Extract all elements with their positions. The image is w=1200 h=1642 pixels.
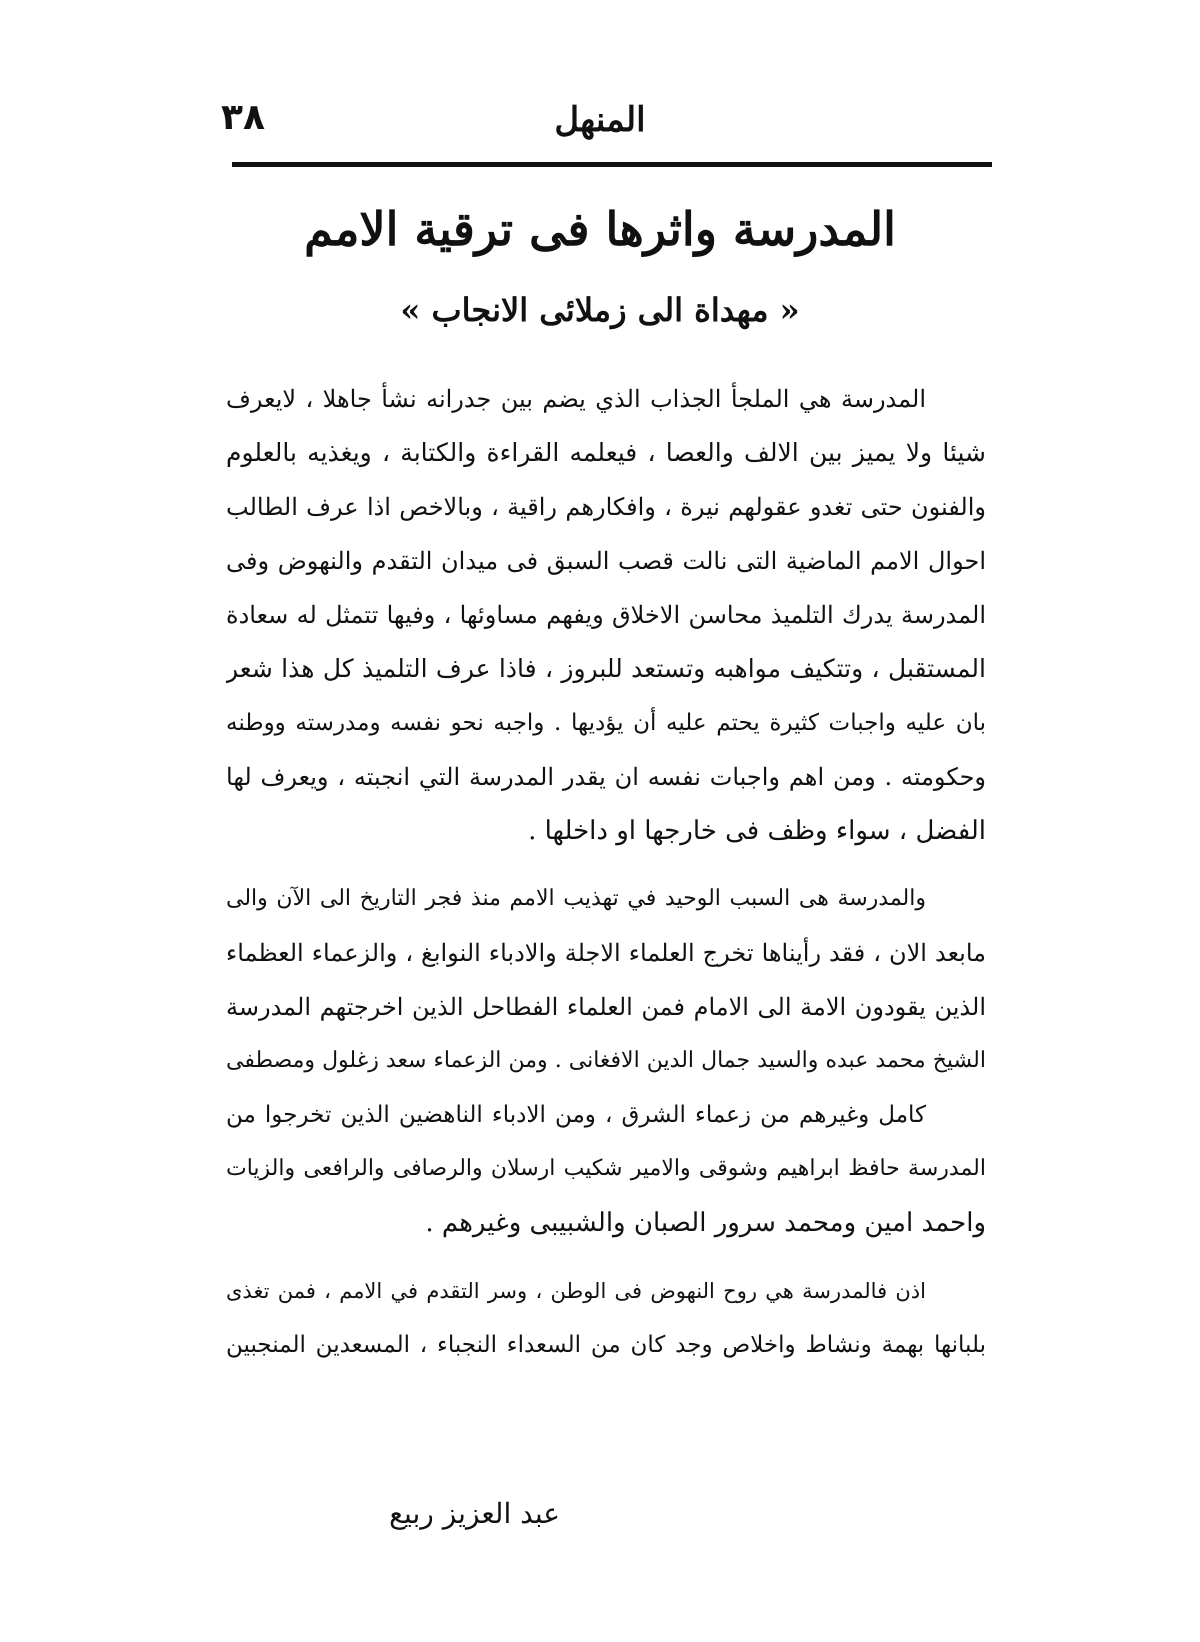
- text-line: مابعد الان ، فقد رأيناها تخرج العلماء الاجلة والادباء النوابغ ، والزعماء العظماء: [226, 939, 986, 967]
- text-line: المدرسة يدرك التلميذ محاسن الاخلاق ويفهم مساوئها ، وفيها تتمثل له سعادة: [226, 601, 986, 629]
- text-line: بلبانها بهمة ونشاط واخلاص وجد كان من السعداء النجباء ، المسعدين المنجبين: [226, 1332, 986, 1358]
- text-line: والمدرسة هى السبب الوحيد في تهذيب الامم منذ فجر التاريخ الى الآن والى: [226, 886, 926, 911]
- text-line: المدرسة حافظ ابراهيم وشوقى والامير شكيب ارسلان والرصافى والرافعى والزيات: [226, 1156, 986, 1181]
- text-line: اذن فالمدرسة هي روح النهوض فى الوطن ، وسر التقدم في الامم ، فمن تغذى: [226, 1279, 926, 1303]
- article-subtitle: « مهداة الى زملائى الانجاب »: [400, 291, 800, 329]
- text-line: واحمد امين ومحمد سرور الصبان والشبيبى وغيرهم .: [425, 1208, 986, 1238]
- text-line: والفنون حتى تغدو عقولهم نيرة ، وافكارهم راقية ، وبالاخص اذا عرف الطالب: [226, 493, 986, 521]
- paragraph-2: [226, 872, 986, 1250]
- article-body: [226, 372, 986, 1372]
- text-line: المستقبل ، وتتكيف مواهبه وتستعد للبروز ، فاذا عرف التلميذ كل هذا شعر: [226, 654, 986, 683]
- paragraph-1: [226, 372, 986, 858]
- page-number: ٣٨: [221, 97, 265, 138]
- text-line: الفضل ، سواء وظف فى خارجها او داخلها .: [528, 816, 986, 846]
- text-line: احوال الامم الماضية التى نالت قصب السبق فى ميدان التقدم والنهوض وفى: [226, 547, 986, 575]
- paragraph-3: [226, 1264, 986, 1372]
- text-line: الذين يقودون الامة الى الامام فمن العلماء الفطاحل الذين اخرجتهم المدرسة: [226, 993, 986, 1021]
- text-line: وحكومته . ومن اهم واجبات نفسه ان يقدر المدرسة التي انجبته ، ويعرف لها: [226, 763, 986, 791]
- journal-title: المنهل: [554, 100, 646, 140]
- text-line: كامل وغيرهم من زعماء الشرق ، ومن الادباء الناهضين الذين تخرجوا من: [226, 1102, 926, 1128]
- text-line: الشيخ محمد عبده والسيد جمال الدين الافغانى . ومن الزعماء سعد زغلول ومصطفى: [226, 1048, 986, 1073]
- header-rule: [232, 162, 992, 167]
- text-line: بان عليه واجبات كثيرة يحتم عليه أن يؤديها . واجبه نحو نفسه ومدرسته ووطنه: [226, 710, 986, 736]
- article-title: المدرسة واثرها فى ترقية الامم: [304, 202, 896, 256]
- text-line: شيئا ولا يميز بين الالف والعصا ، فيعلمه القراءة والكتابة ، ويغذيه بالعلوم: [226, 438, 986, 467]
- author-signature: عبد العزيز ربيع: [389, 1497, 560, 1530]
- text-line: المدرسة هي الملجأ الجذاب الذي يضم بين جدرانه نشأ جاهلا ، لايعرف: [226, 385, 926, 413]
